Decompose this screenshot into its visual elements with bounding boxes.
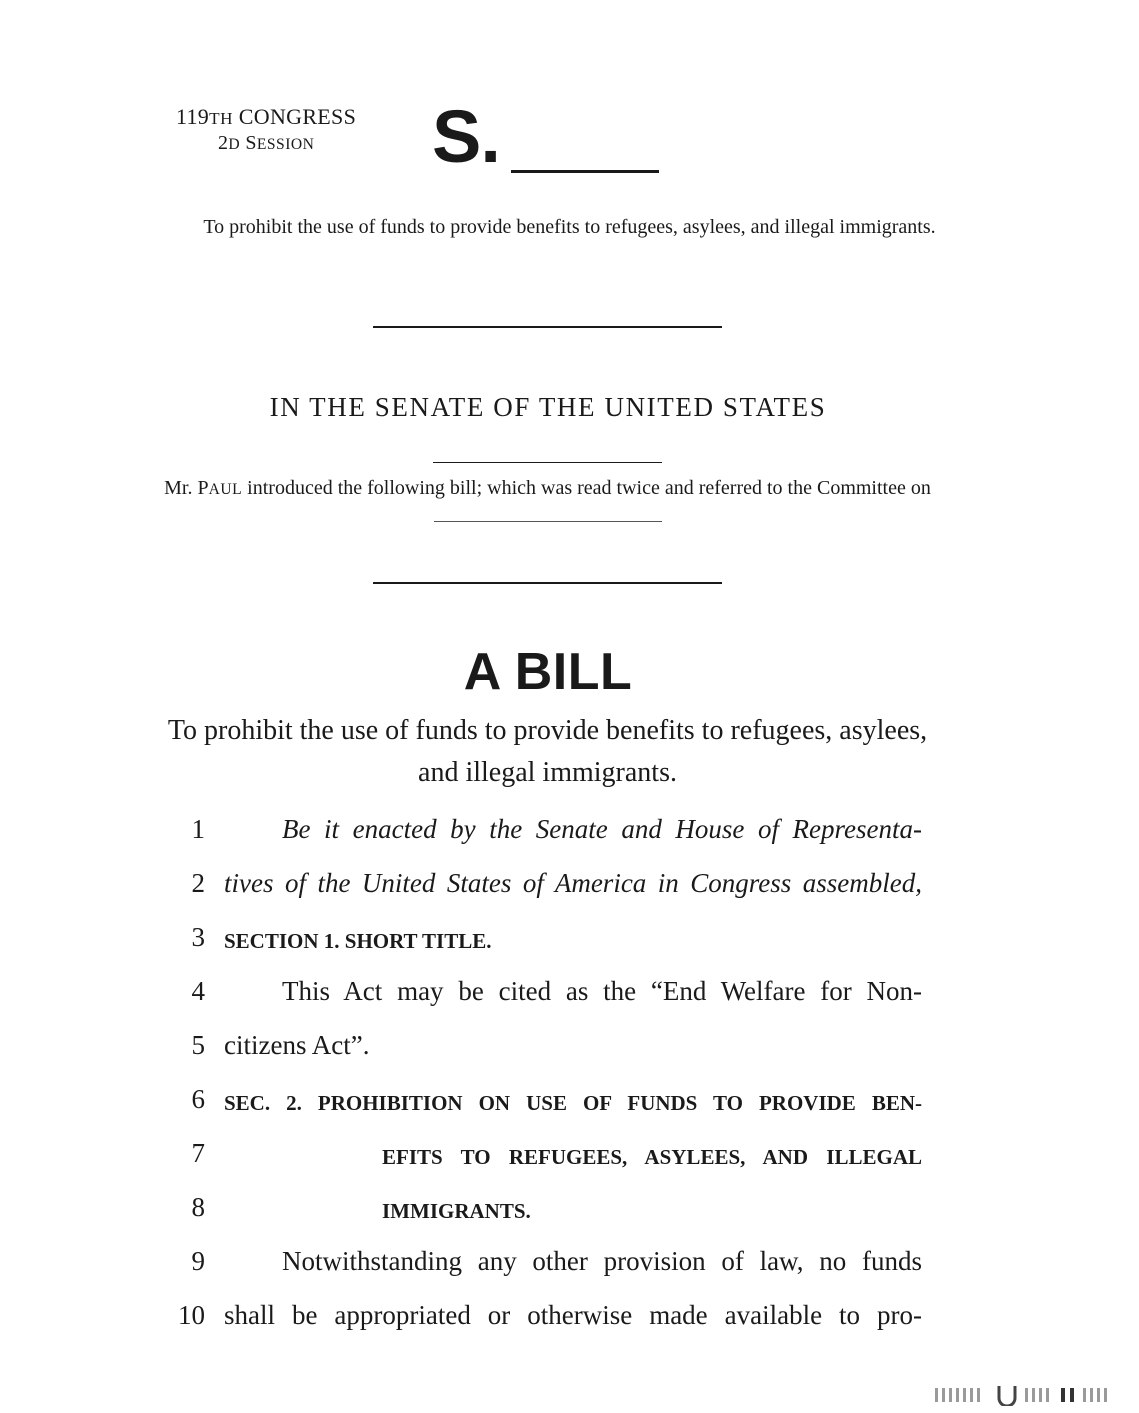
- body-line: This Act may be cited as the “End Welfare for Non-: [282, 976, 922, 1006]
- bill-heading: A BILL: [463, 643, 633, 701]
- page-indicator-icon: [933, 1384, 1115, 1406]
- enacting-clause-line: tives of the United States of America in Congress assembled,: [224, 868, 922, 898]
- line-number: 8: [191, 1192, 205, 1222]
- line-number: 1: [191, 814, 205, 844]
- section-heading: EFITS TO REFUGEES, ASYLEES, AND ILLEGAL: [382, 1145, 922, 1169]
- chamber-heading: IN THE SENATE OF THE UNITED STATES: [269, 392, 827, 422]
- congress-label: 119TH CONGRESS: [176, 104, 357, 129]
- line-number: 3: [191, 922, 205, 952]
- line-number: 9: [191, 1246, 205, 1276]
- body-line: citizens Act”.: [224, 1030, 370, 1060]
- bill-caption: To prohibit the use of funds to provide benefits to refugees, asylees, and illegal immigrants.: [203, 216, 936, 238]
- bill-title: To prohibit the use of funds to provide benefits to refugees, asylees, and illegal immigrants.: [167, 715, 928, 788]
- enacting-clause-line: Be it enacted by the Senate and House of Representa-: [282, 814, 922, 844]
- session-label: 2D SESSION: [218, 132, 315, 154]
- divider-rule-short: [433, 462, 662, 463]
- section-heading: IMMIGRANTS.: [382, 1199, 531, 1223]
- section-heading: SECTION 1. SHORT TITLE.: [224, 929, 492, 953]
- line-number: 4: [191, 976, 205, 1006]
- line-number: 10: [178, 1300, 205, 1330]
- line-number: 6: [191, 1084, 205, 1114]
- body-line: shall be appropriated or otherwise made available to pro-: [224, 1300, 922, 1330]
- introduction-statement: Mr. PAUL introduced the following bill; which was read twice and referred to the Committee on: [120, 475, 975, 530]
- divider-rule: [373, 582, 722, 584]
- section-heading: SEC. 2. PROHIBITION ON USE OF FUNDS TO PROVIDE BEN-: [224, 1091, 922, 1115]
- line-number: 5: [191, 1030, 205, 1060]
- body-line: Notwithstanding any other provision of law, no funds: [282, 1246, 922, 1276]
- line-number: 7: [191, 1138, 205, 1168]
- bill-number-blank: [511, 170, 659, 173]
- line-number: 2: [191, 868, 205, 898]
- bill-number-prefix: S.: [432, 95, 500, 178]
- committee-blank: [434, 505, 662, 522]
- divider-rule: [373, 326, 722, 328]
